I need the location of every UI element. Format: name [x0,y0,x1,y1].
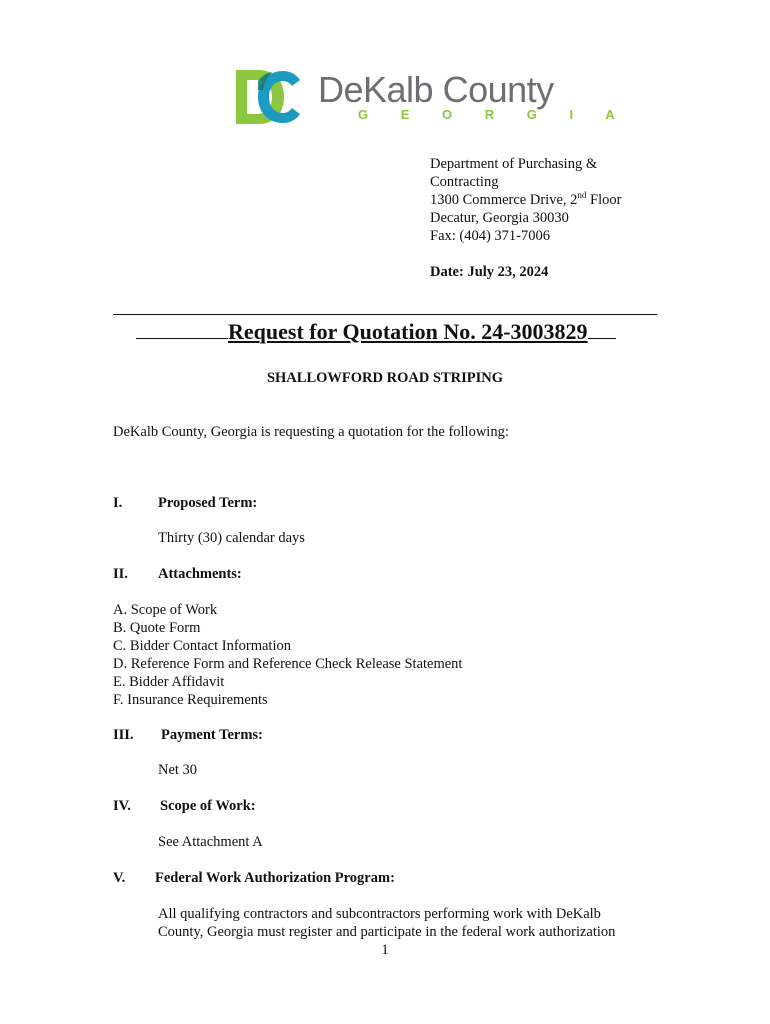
department-address [430,155,621,245]
header-divider [113,314,657,315]
list-item: F. Insurance Requirements [113,692,268,708]
address-line: Contracting [430,174,499,190]
attachments-list [113,601,462,709]
section-number: V. [113,870,126,886]
section-body: See Attachment A [158,834,263,850]
paragraph-line: County, Georgia must register and participate in the federal work authorization [158,924,616,940]
intro-text: DeKalb County, Georgia is requesting a quotation for the following: [113,424,509,440]
section-title: Payment Terms: [161,727,263,743]
document-date: Date: July 23, 2024 [430,264,549,280]
fax-line: Fax: (404) 371-7006 [430,228,551,244]
section-title: Proposed Term: [158,495,258,511]
rfq-title [136,316,616,345]
section-number: III. [113,727,134,743]
section-title: Attachments: [158,566,242,582]
federal-work-paragraph [158,905,658,941]
address-line: 1300 Commerce Drive, 2nd Floor [430,190,622,208]
list-item: D. Reference Form and Reference Check Release Statement [113,656,463,672]
section-number: I. [113,495,123,511]
project-name: SHALLOWFORD ROAD STRIPING [266,370,504,386]
list-item: B. Quote Form [113,620,201,636]
section-number: IV. [113,798,131,814]
dekalb-county-logo [236,68,630,126]
list-item: A. Scope of Work [113,602,218,618]
dc-logo-mark-icon [236,68,304,126]
section-body: Net 30 [158,762,198,778]
address-line: Decatur, Georgia 30030 [430,210,569,226]
list-item: C. Bidder Contact Information [113,638,291,654]
rfq-title-text: Request for Quotation No. 24-3003829 [228,319,588,344]
list-item: E. Bidder Affidavit [113,674,225,690]
section-title: Scope of Work: [160,798,256,814]
logo-state-name: G E O R G I A [358,107,630,122]
page-number: 1 [381,942,389,958]
section-title: Federal Work Authorization Program: [155,870,395,886]
logo-county-name: DeKalb County [318,69,554,110]
address-line: Department of Purchasing & [430,156,598,172]
paragraph-line: All qualifying contractors and subcontractors performing work with DeKalb [158,906,601,922]
section-number: II. [113,566,128,582]
section-body: Thirty (30) calendar days [158,530,305,546]
